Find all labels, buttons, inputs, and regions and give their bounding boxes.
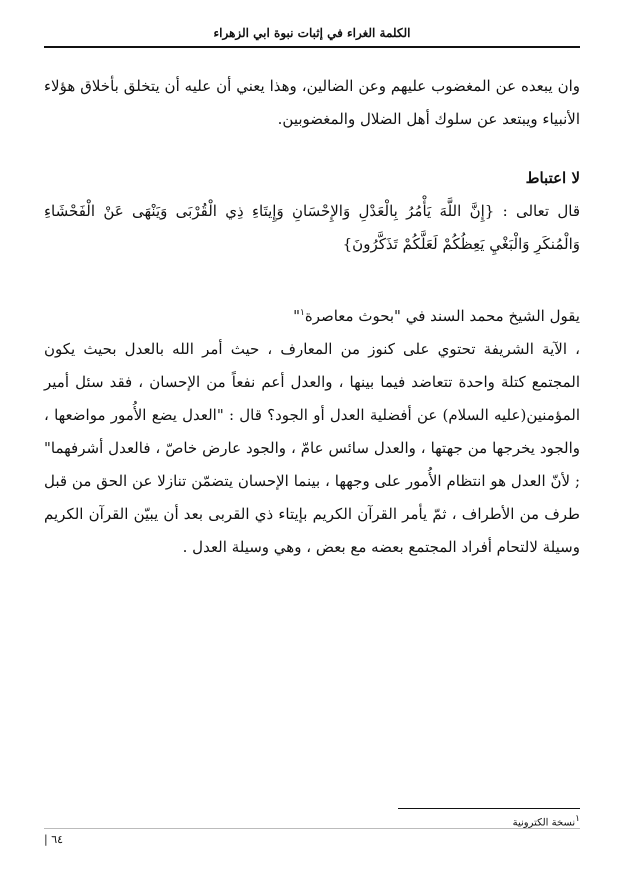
quote-intro: [44, 297, 580, 333]
paragraph-1: وان يبعده عن المغضوب عليهم وعن الضالين، وهذا يعني أن عليه أن يتخلق بأخلاق هؤلاء الأنبياء ويبتعد عن سلوك أهل الضلال والمغضوبين.: [44, 77, 580, 128]
running-header-title: الكلمة الغراء في إثبات نبوة ابي الزهراء: [213, 26, 411, 40]
page-number-value: ٦٤: [51, 833, 64, 846]
footer-rule: [44, 828, 580, 829]
footnote-reference[interactable]: ١: [300, 308, 305, 318]
verse-text: {إِنَّ اللَّهَ يَأْمُرُ بِالْعَدْلِ وَالإِحْسَانِ وَإِيتَاءِ ذِي الْقُرْبَى وَيَنْهَى عَنْ الْفَحْشَاءِ وَالْمُنكَرِ وَالْبَغْيِ يَعِظُكُمْ لَعَلَّكُمْ تَذَكَّرُونَ}: [44, 202, 580, 253]
footnote-marker: ١: [575, 814, 580, 824]
verse-intro: قال تعالى :: [502, 202, 580, 220]
main-content: [44, 70, 580, 564]
verse-paragraph: [44, 195, 580, 261]
footnote-rule: [398, 808, 580, 809]
section-heading: لا اعتباط: [525, 169, 580, 187]
quote-intro-end: ": [293, 307, 300, 325]
paragraph-2: ، الآية الشريفة تحتوي على كنوز من المعارف ، حيث أمر الله بالعدل بحيث يكون المجتمع كتلة واحدة تتعاضد فيما بينها ، والعدل أعم نفعاً من الإحسان ، فقد سئل أمير المؤمنين(عليه السلام) عن أفضلية العدل أو الجود؟ قال : "العدل يضع الأُمور مواضعها ، والجود يخرجها من جهتها ، والعدل سائس عامّ ، والجود عارض خاصّ ، فالعدل أشرفهما" ; لأنّ العدل هو انتظام الأُمور على وجهها ، بينما الإحسان يتضمّن تنازلا عن الحق من قبل طرف من الأطراف ، ثمّ يأمر القرآن الكريم بإيتاء ذي القربى بعد أن يبيّن القرآن الكريم وسيلة لالتحام أفراد المجتمع بعضه مع بعض ، وهي وسيلة العدل .: [44, 340, 580, 556]
footnote-text: نسخة الكترونية: [512, 817, 576, 829]
page-number: [44, 833, 63, 846]
quote-intro-text: يقول الشيخ محمد السند في "بحوث معاصرة: [304, 307, 580, 325]
footnote: [513, 814, 580, 828]
page-number-separator: |: [44, 833, 48, 846]
header-rule: [44, 46, 580, 48]
spacer: [44, 261, 580, 297]
